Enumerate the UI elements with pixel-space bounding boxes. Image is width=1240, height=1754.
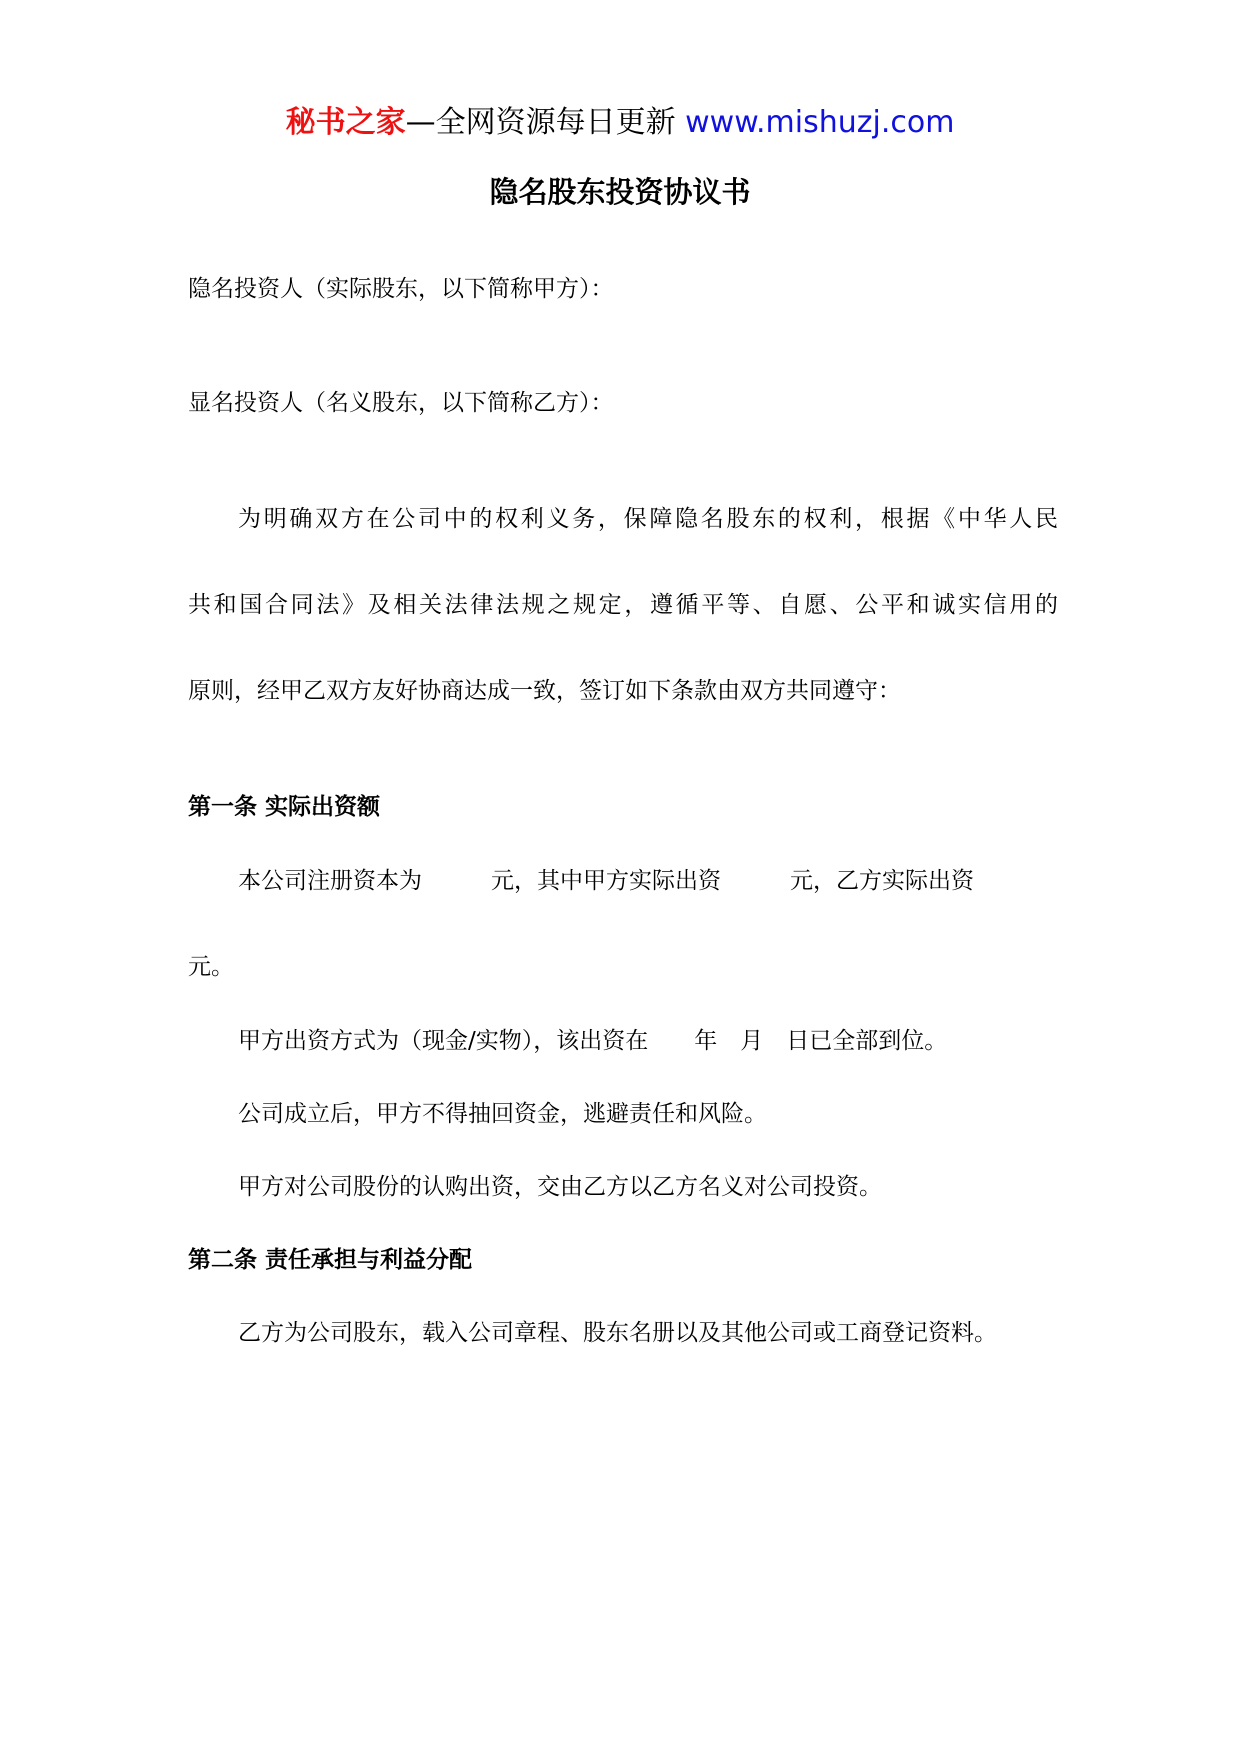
party-a-line: 隐名投资人（实际股东，以下简称甲方）： (188, 276, 614, 302)
preamble-line: 原则，经甲乙双方友好协商达成一致，签订如下条款由双方共同遵守： (188, 678, 901, 704)
article-1-line: 元。 (188, 954, 234, 980)
preamble-line: 共和国合同法》及相关法律法规之规定，遵循平等、自愿、公平和诚实信用的 (188, 592, 1058, 618)
article-1-line: 甲方出资方式为（现金/实物），该出资在 年 月 日已全部到位。 (238, 1028, 948, 1054)
preamble-line: 为明确双方在公司中的权利义务，保障隐名股东的权利，根据《中华人民 (238, 506, 1058, 532)
article-2-heading: 第二条 责任承担与利益分配 (188, 1247, 473, 1273)
party-b-line: 显名投资人（名义股东，以下简称乙方）： (188, 390, 614, 416)
site-header (0, 100, 1240, 146)
document-title: 隐名股东投资协议书 (489, 175, 751, 209)
article-1-line: 甲方对公司股份的认购出资，交由乙方以乙方名义对公司投资。 (238, 1174, 882, 1200)
article-1-line: 本公司注册资本为 元，其中甲方实际出资 元，乙方实际出资 (238, 868, 974, 894)
article-2-line: 乙方为公司股东，载入公司章程、股东名册以及其他公司或工商登记资料。 (238, 1320, 997, 1346)
site-url-link[interactable]: www.mishuzj.com (685, 105, 955, 140)
site-slogan: —全网资源每日更新 (405, 105, 676, 140)
brand-name: 秘书之家 (285, 105, 406, 140)
article-1-heading: 第一条 实际出资额 (188, 794, 381, 820)
article-1-line: 公司成立后，甲方不得抽回资金，逃避责任和风险。 (238, 1101, 767, 1127)
